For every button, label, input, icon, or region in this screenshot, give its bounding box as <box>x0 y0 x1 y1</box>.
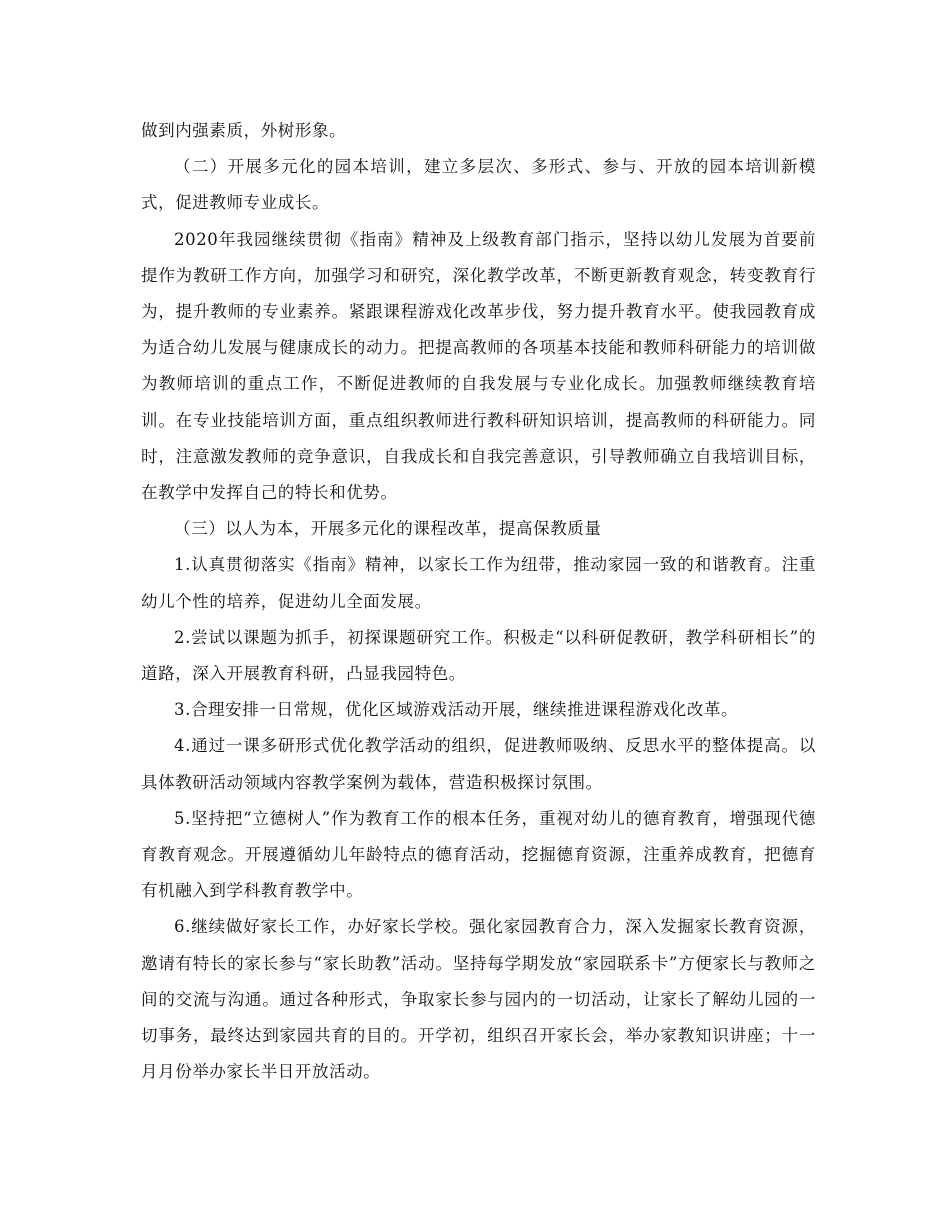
section-heading-3: （三）以人为本，开展多元化的课程改革，提高保教质量 <box>174 519 602 539</box>
list-item-3: 3.合理安排一日常规，优化区域游戏活动开展，继续推进课程游戏化改革。 <box>174 700 739 720</box>
paragraph-continuation: 做到内强素质，外树形象。 <box>141 121 347 140</box>
list-item-1: 1.认真贯彻落实《指南》精神，以家长工作为纽带，推动家园一致的和谐教育。注重幼儿个性的培养，促进幼儿全面发展。 <box>141 555 816 611</box>
section-heading-2: （二）开展多元化的园本培训，建立多层次、多形式、参与、开放的园本培训新模式，促进教师专业成长。 <box>141 157 816 213</box>
list-item-6: 6.继续做好家长工作，办好家长学校。强化家园教育合力，深入发掘家长教育资源，邀请有特长的家长参与“家长助教”活动。坚持每学期发放“家园联系卡”方便家长与教师之间的交流与沟通。通过各种形式，争取家长参与园内的一切活动，让家长了解幼儿园的一切事务，最终达到家园共育的目的。开学初，组织召开家长会，举办家教知识讲座；十一月月份举办家长半日开放活动。 <box>141 917 816 1082</box>
list-item-5: 5.坚持把“立德树人”作为教育工作的根本任务，重视对幼儿的德育教育，增强现代德育教育观念。开展遵循幼儿年龄特点的德育活动，挖掘德育资源，注重养成教育，把德育有机融入到学科教育教学中。 <box>141 808 816 901</box>
list-item-4: 4.通过一课多研形式优化教学活动的组织，促进教师吸纳、反思水平的整体提高。以具体教研活动领域内容教学案例为载体，营造积极探讨氛围。 <box>141 736 816 792</box>
list-item-2: 2.尝试以课题为抓手，初探课题研究工作。积极走“以科研促教研，教学科研相长”的道路，深入开展教育科研，凸显我园特色。 <box>141 627 816 684</box>
paragraph-training: 2020年我园继续贯彻《指南》精神及上级教育部门指示，坚持以幼儿发展为首要前提作为教研工作方向，加强学习和研究，深化教学改革，不断更新教育观念，转变教育行为，提升教师的专业素养。紧跟课程游戏化改革步伐，努力提升教育水平。使我园教育成为适合幼儿发展与健康成长的动力。把提高教师的各项基本技能和教师科研能力的培训做为教师培训的重点工作，不断促进教师的自我发展与专业化成长。加强教师继续教育培训。在专业技能培训方面，重点组织教师进行教科研知识培训，提高教师的科研能力。同时，注意激发教师的竞争意识，自我成长和自我完善意识，引导教师确立自我培训目标，在教学中发挥自己的特长和优势。 <box>141 229 816 503</box>
document-page <box>141 113 816 1090</box>
